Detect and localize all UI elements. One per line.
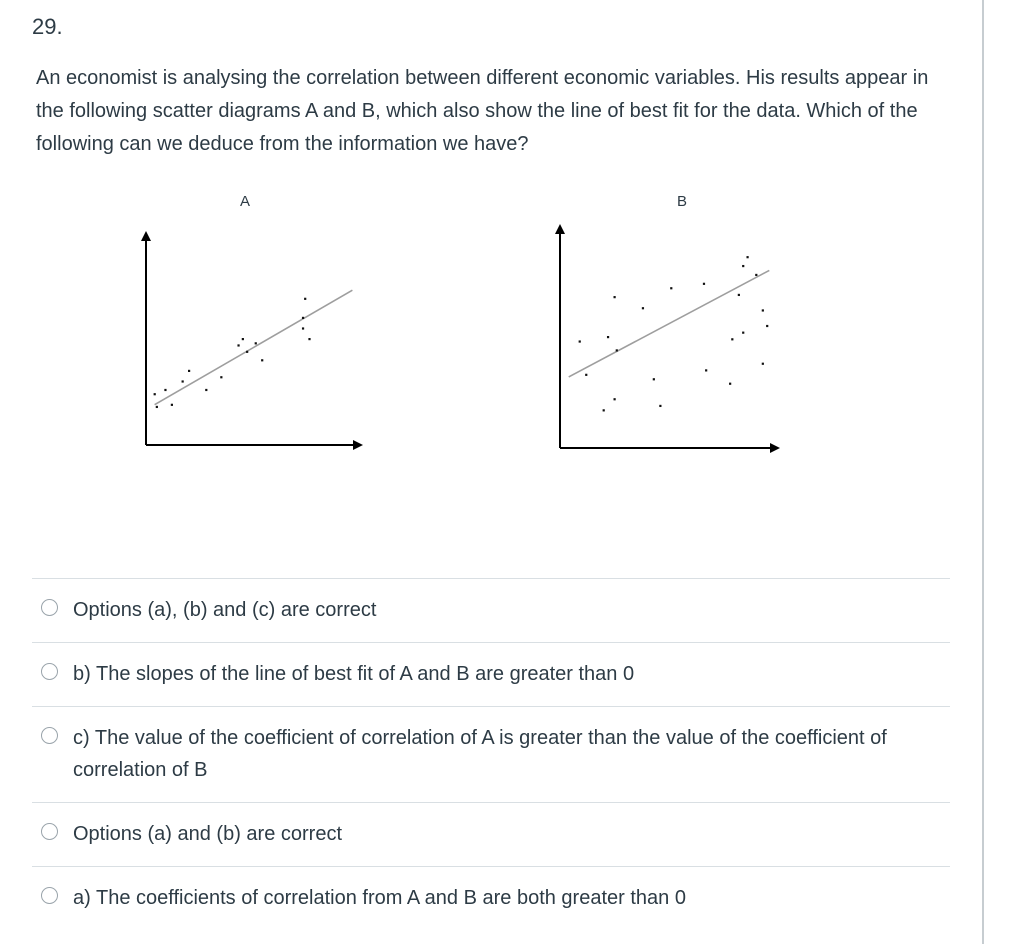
answer-label: a) The coefficients of correlation from A and B are both greater than 0 bbox=[73, 887, 686, 909]
radio-button[interactable] bbox=[41, 823, 58, 840]
answer-option[interactable] bbox=[32, 642, 950, 706]
data-point bbox=[653, 378, 655, 380]
question-text: An economist is analysing the correlation between different economic variables. His results appear in the following scatter diagrams A and B, which also show the line of best fit for the data. Which of the following can we deduce from the information we have? bbox=[36, 67, 929, 155]
answer-option[interactable] bbox=[32, 578, 950, 642]
data-point bbox=[762, 363, 764, 365]
scatter-diagrams bbox=[120, 180, 840, 480]
data-point bbox=[766, 325, 768, 327]
data-point bbox=[603, 409, 605, 411]
data-point bbox=[237, 344, 239, 346]
data-point bbox=[242, 338, 244, 340]
data-point bbox=[255, 342, 257, 344]
page-right-border bbox=[982, 0, 984, 944]
answer-label: b) The slopes of the line of best fit of A and B are greater than 0 bbox=[73, 663, 635, 685]
x-axis-arrow bbox=[770, 443, 780, 453]
answer-label: Options (a) and (b) are correct bbox=[73, 823, 342, 845]
radio-button[interactable] bbox=[41, 887, 58, 904]
data-point bbox=[220, 376, 222, 378]
answer-option[interactable] bbox=[32, 802, 950, 866]
best-fit-line bbox=[155, 290, 353, 404]
data-point bbox=[171, 404, 173, 406]
data-point bbox=[642, 307, 644, 309]
data-point bbox=[182, 380, 184, 382]
data-point bbox=[762, 309, 764, 311]
radio-button[interactable] bbox=[41, 663, 58, 680]
data-point bbox=[738, 294, 740, 296]
data-point bbox=[585, 374, 587, 376]
data-point bbox=[703, 283, 705, 285]
radio-button[interactable] bbox=[41, 727, 58, 744]
data-point bbox=[246, 351, 248, 353]
data-point bbox=[302, 327, 304, 329]
data-point bbox=[755, 274, 757, 276]
data-point bbox=[614, 296, 616, 298]
data-point bbox=[579, 340, 581, 342]
data-point bbox=[742, 332, 744, 334]
chart-title: B bbox=[676, 193, 688, 210]
data-point bbox=[261, 359, 263, 361]
data-point bbox=[614, 398, 616, 400]
x-axis-arrow bbox=[353, 440, 363, 450]
data-point bbox=[746, 256, 748, 258]
data-point bbox=[670, 287, 672, 289]
data-point bbox=[188, 370, 190, 372]
answer-label: c) The value of the coefficient of correlation of A is greater than the value of the coefficient of correlation of B bbox=[73, 727, 887, 781]
data-point bbox=[729, 383, 731, 385]
y-axis-arrow bbox=[141, 231, 151, 241]
data-point bbox=[164, 389, 166, 391]
data-point bbox=[705, 369, 707, 371]
data-point bbox=[156, 406, 158, 408]
data-point bbox=[308, 338, 310, 340]
question-number: 29. bbox=[32, 14, 63, 39]
data-point bbox=[742, 265, 744, 267]
data-point bbox=[731, 338, 733, 340]
data-point bbox=[616, 349, 618, 351]
data-point bbox=[205, 389, 207, 391]
answer-list bbox=[32, 578, 950, 930]
data-point bbox=[302, 317, 304, 319]
chart-title: A bbox=[239, 193, 251, 210]
best-fit-line bbox=[569, 270, 770, 377]
radio-button[interactable] bbox=[41, 599, 58, 616]
data-point bbox=[154, 393, 156, 395]
data-point bbox=[659, 405, 661, 407]
data-point bbox=[607, 336, 609, 338]
answer-option[interactable] bbox=[32, 706, 950, 802]
data-point bbox=[304, 298, 306, 300]
answer-option[interactable] bbox=[32, 866, 950, 930]
y-axis-arrow bbox=[555, 224, 565, 234]
scatter-figure bbox=[120, 180, 840, 480]
answer-label: Options (a), (b) and (c) are correct bbox=[73, 599, 377, 621]
